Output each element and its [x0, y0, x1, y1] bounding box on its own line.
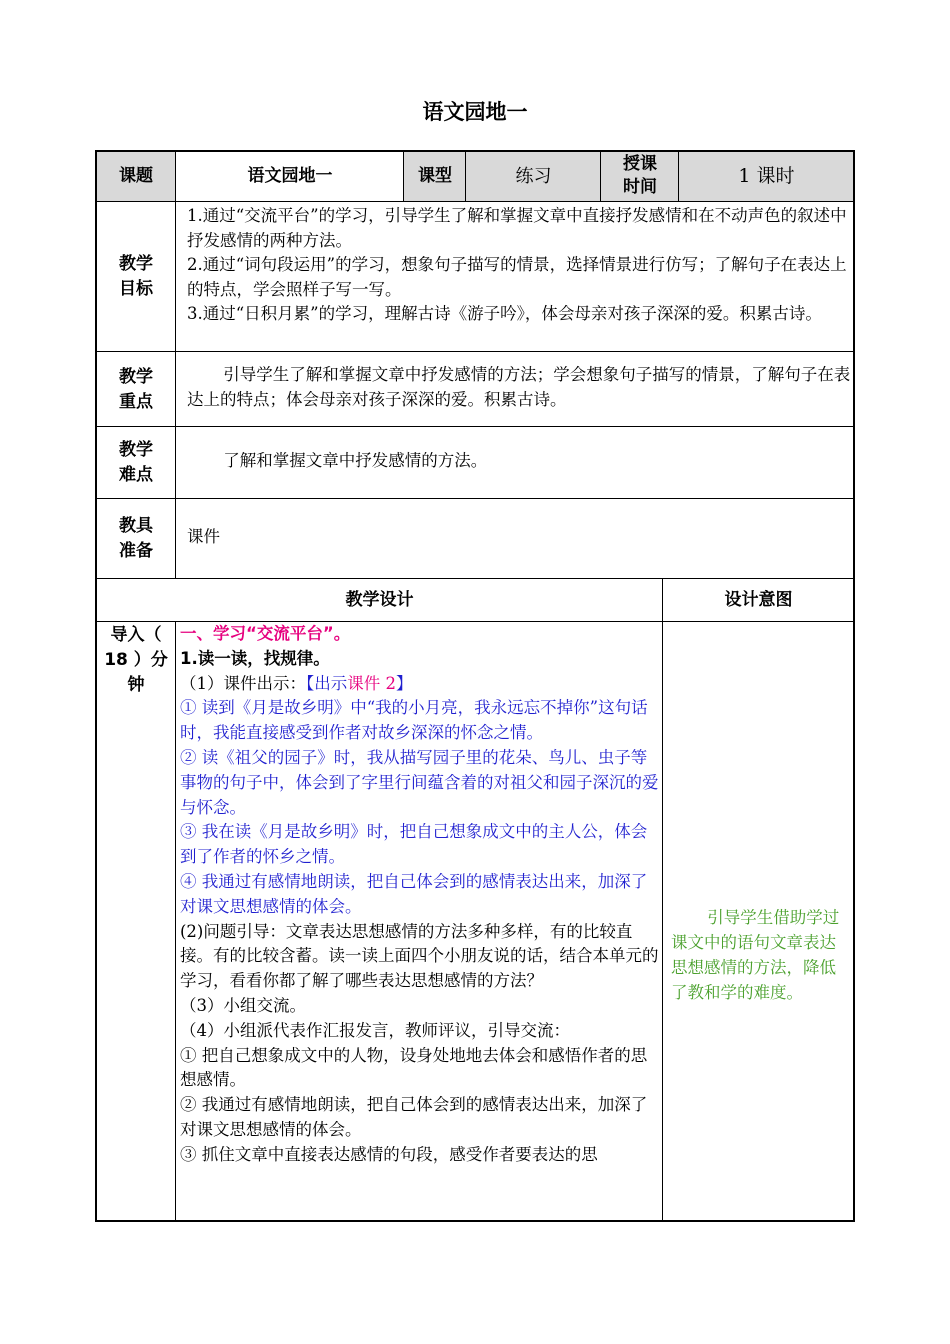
materials-text: 课件 [187, 527, 220, 546]
step-4: （4）小组派代表作汇报发言，教师评议，引导交流： [180, 1020, 570, 1040]
row-divider [96, 578, 855, 579]
show-bracket-close: 】 [396, 673, 413, 693]
col-divider [600, 150, 601, 202]
time-label: 授课时间 [601, 151, 679, 201]
show-prefix: （1）课件出示： [180, 673, 306, 693]
objectives-content [176, 201, 854, 352]
page-title: 语文园地一 [422, 100, 528, 124]
courseware-link: 课件 2 [347, 673, 396, 693]
difficulties-label: 教学难点 [119, 440, 153, 485]
row-divider [96, 621, 855, 622]
blue-item: ④ 我通过有感情地朗读，把自己体会到的感情表达出来，加深了对课文思想感情的体会。 [180, 871, 648, 916]
type-label: 课型 [404, 151, 466, 201]
section-content [176, 622, 663, 1221]
blue-item: ① 读到《月是故乡明》中“我的小月亮，我永远忘不掉你”这句话时，我能直接感受到作者对故乡深深的怀念之情。 [180, 698, 648, 743]
design-intent-header: 设计意图 [724, 590, 793, 610]
row-divider [96, 426, 855, 427]
key-points-label: 教学重点 [119, 366, 153, 412]
answer-item: ① 把自己想象成文中的人物，设身处地地去体会和感悟作者的思想感情。 [180, 1045, 648, 1090]
materials-content [176, 499, 854, 579]
table-border-left [95, 150, 97, 1222]
show-courseware-line [180, 672, 661, 697]
show-bracket-open: 【出示 [306, 673, 348, 693]
col-divider [678, 150, 679, 202]
table-border-right [853, 150, 855, 1222]
blue-item: ② 读《祖父的园子》时，我从描写园子里的花朵、鸟儿、虫子等事物的句子中，体会到了字里行间蕴含着的对祖父和园子深沉的爱与怀念。 [180, 747, 659, 817]
step-3: （3）小组交流。 [180, 995, 306, 1015]
topic-label: 课题 [96, 151, 176, 201]
row-divider [96, 498, 855, 499]
objective-item: 1.通过“交流平台”的学习，引导学生了解和掌握文章中直接抒发感情和在不动声色的叙述中抒发感情的两种方法。 [187, 206, 847, 250]
row-divider [96, 201, 855, 202]
table-border-bottom [96, 1220, 855, 1222]
col-divider [662, 579, 663, 1222]
col-divider [403, 150, 404, 202]
objective-item: 2.通过“词句段运用”的学习，想象句子描写的情景，选择情景进行仿写；了解句子在表达上的特点，学会照样子写一写。 [187, 255, 847, 299]
col-divider [465, 150, 466, 202]
key-points-content [176, 352, 854, 427]
difficulties-content [176, 427, 854, 499]
key-points-text: 引导学生了解和掌握文章中抒发感情的方法；学会想象句子描写的情景，了解句子在表达上的特点；体会母亲对孩子深深的爱。积累古诗。 [187, 365, 851, 409]
col-divider [175, 622, 176, 1222]
question-text: (2)问题引导：文章表达思想感情的方法多种多样，有的比较直接。有的比较含蓄。读一读上面四个小朋友说的话，结合本单元的学习，看看你都了解了哪些表达思想感情的方法？ [180, 921, 659, 991]
row-divider [96, 351, 855, 352]
topic-value: 语文园地一 [247, 165, 333, 186]
answer-item: ③ 抓住文章中直接表达感情的句段，感受作者要表达的思 [180, 1144, 598, 1164]
materials-label: 教具准备 [119, 516, 153, 561]
section-heading: 一、学习“交流平台”。 [180, 624, 351, 643]
answer-item: ② 我通过有感情地朗读，把自己体会到的感情表达出来，加深了对课文思想感情的体会。 [180, 1095, 648, 1139]
type-value: 练习 [466, 151, 601, 201]
blue-item: ③ 我在读《月是故乡明》时，把自己想象成文中的主人公，体会到了作者的怀乡之情。 [180, 822, 648, 867]
design-intent-text: 引导学生借助学过课文中的语句文章表达思想感情的方法，降低了教和学的难度。 [671, 908, 840, 1002]
section-duration-label: 导入（ 18 ）分钟 [104, 625, 168, 695]
design-intent-content [663, 622, 854, 1221]
teaching-design-header: 教学设计 [345, 590, 414, 610]
time-value: 1 课时 [679, 151, 854, 201]
objective-item: 3.通过“日积月累”的学习，理解古诗《游子吟》，体会母亲对孩子深深的爱。积累古诗。 [187, 304, 822, 324]
col-divider [175, 150, 176, 579]
objectives-label: 教学目标 [119, 253, 153, 299]
table-border-top [96, 150, 855, 152]
section-subheading: 1.读一读，找规律。 [180, 648, 330, 668]
difficulties-text: 了解和掌握文章中抒发感情的方法。 [223, 451, 488, 470]
